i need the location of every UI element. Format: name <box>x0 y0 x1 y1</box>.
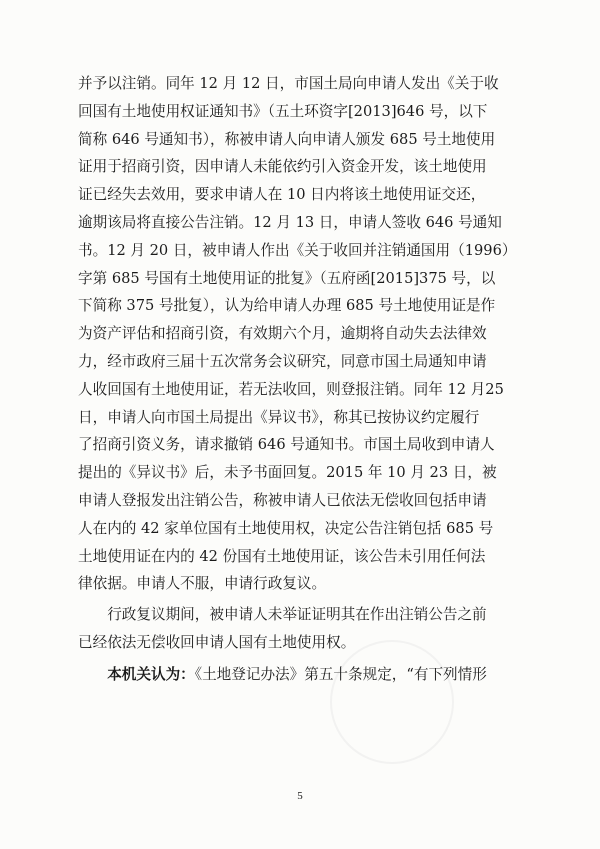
text-line: 为资产评估和招商引资，有效期六个月，逾期将自动失去法律效 <box>78 325 487 343</box>
text-line: 回国有土地使用权证通知书》（五土环资字[2013]646 号，以下 <box>78 102 488 120</box>
text-line: 人在内的 42 家单位国有土地使用权，决定公告注销包括 685 号 <box>78 519 494 537</box>
page-number: 5 <box>297 790 303 802</box>
text-line: 并予以注销。同年 12 月 12 日，市国土局向申请人发出《关于收 <box>78 75 499 92</box>
text-line: 律依据。申请人不服，申请行政复议。 <box>78 575 327 593</box>
text-line: 力，经市政府三届十五次常务会议研究，同意市国土局通知申请 <box>78 352 487 370</box>
paragraph-1 <box>78 70 528 598</box>
text-line: 申请人登报发出注销公告，称被申请人已依法无偿收回包括申请 <box>78 491 487 509</box>
paragraph-3 <box>78 661 528 689</box>
text-line <box>78 661 528 689</box>
text-line: 下简称 375 号批复），认为给申请人办理 685 号土地使用证是作 <box>78 297 496 315</box>
paragraph-2 <box>78 601 528 657</box>
text-line <box>78 601 528 629</box>
document-body <box>78 70 528 689</box>
text-line: 字第 685 号国有土地使用证的批复》（五府函[2015]375 号，以 <box>78 269 496 287</box>
conclusion-text: 《土地登记办法》第五十条规定，“有下列情形 <box>194 665 487 683</box>
text-line: 提出的《异议书》后，未予书面回复。2015 年 10 月 23 日，被 <box>78 464 497 482</box>
text-line: 证已经失去效用，要求申请人在 10 日内将该土地使用证交还， <box>78 186 486 204</box>
paragraph-2-line-1: 行政复议期间，被申请人未举证证明其在作出注销公告之前 <box>107 606 487 624</box>
text-line: 了招商引资义务，请求撤销 646 号通知书。市国土局收到申请人 <box>78 436 495 454</box>
text-line: 人收回国有土地使用证，若无法收回，则登报注销。同年 12 月25 <box>78 380 504 398</box>
text-line: 逾期该局将直接公告注销。12 月 13 日，申请人签收 646 号通知 <box>78 213 502 231</box>
binding-edge <box>0 0 14 849</box>
text-line: 土地使用证在内的 42 份国有土地使用证，该公告未引用任何法 <box>78 547 486 565</box>
conclusion-lead: 本机关认为： <box>107 665 195 683</box>
text-line: 书。12 月 20 日，被申请人作出《关于收回并注销通国用（1996） <box>78 241 517 259</box>
text-line: 已经依法无偿收回申请人国有土地使用权。 <box>78 633 356 651</box>
text-line: 日，申请人向市国土局提出《异议书》，称其已按协议约定履行 <box>78 408 480 426</box>
text-line: 证用于招商引资，因申请人未能依约引入资金开发，该土地使用 <box>78 158 487 176</box>
text-line: 简称 646 号通知书），称被申请人向申请人颁发 685 号土地使用 <box>78 130 496 148</box>
